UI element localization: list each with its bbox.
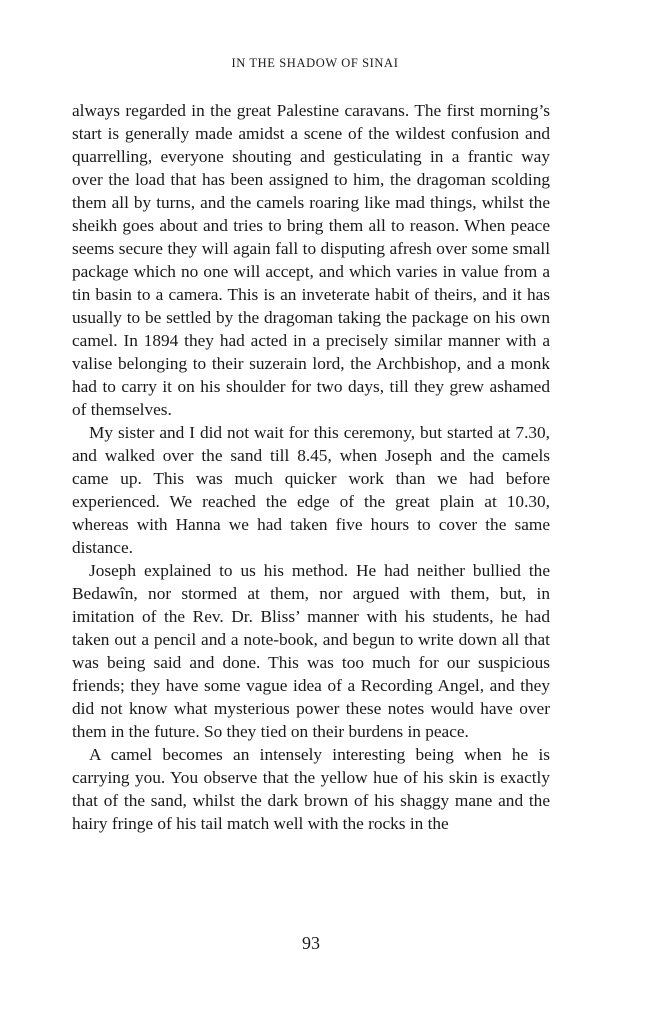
paragraph-joseph-method: Joseph explained to us his method. He had neither bullied the Bedawîn, nor stormed at them, nor argued with them, but, in imitation of the Rev. Dr. Bliss’ manner with his students, he had taken out a pencil and a note-book, and begun to write down all that was being said and done. This was too much for our suspicious friends; they have some vague idea of a Recording Angel, and they did not know what mysterious power these notes would have over them in the future. So they tied on their burdens in peace.: [72, 561, 550, 741]
paragraph-start-time: My sister and I did not wait for this ceremony, but started at 7.30, and walked over the sand till 8.45, when Joseph and the camels came up. This was much quicker work than we had before experienced. We reached the edge of the great plain at 10.30, whereas with Hanna we had taken five hours to cover the same distance.: [72, 423, 550, 557]
paragraph-camel: A camel becomes an intensely interesting being when he is carrying you. You observe that the yellow hue of his skin is exactly that of the sand, whilst the dark brown of his shaggy mane and the hairy fringe of his tail match well with the rocks in the: [72, 745, 550, 833]
paragraph-continued: always regarded in the great Palestine caravans. The first morning’s start is generally made amidst a scene of the wildest confusion and quarrelling, everyone shouting and gesticulating in a frantic way over the load that has been assigned to him, the dragoman scolding them all by turns, and the camels roaring like mad things, whilst the sheikh goes about and tries to bring them all to reason. When peace seems secure they will again fall to disputing afresh over some small package which no one will accept, and which varies in value from a tin basin to a camera. This is an inveterate habit of theirs, and it has usually to be settled by the dragoman taking the package on his own camel. In 1894 they had acted in a precisely similar manner with a valise belonging to their suzerain lord, the Archbishop, and a monk had to carry it on his shoulder for two days, till they grew ashamed of themselves.: [72, 101, 550, 419]
body-text: [72, 99, 550, 835]
running-head: IN THE SHADOW OF SINAI: [231, 56, 399, 70]
page-number: 93: [302, 933, 320, 953]
